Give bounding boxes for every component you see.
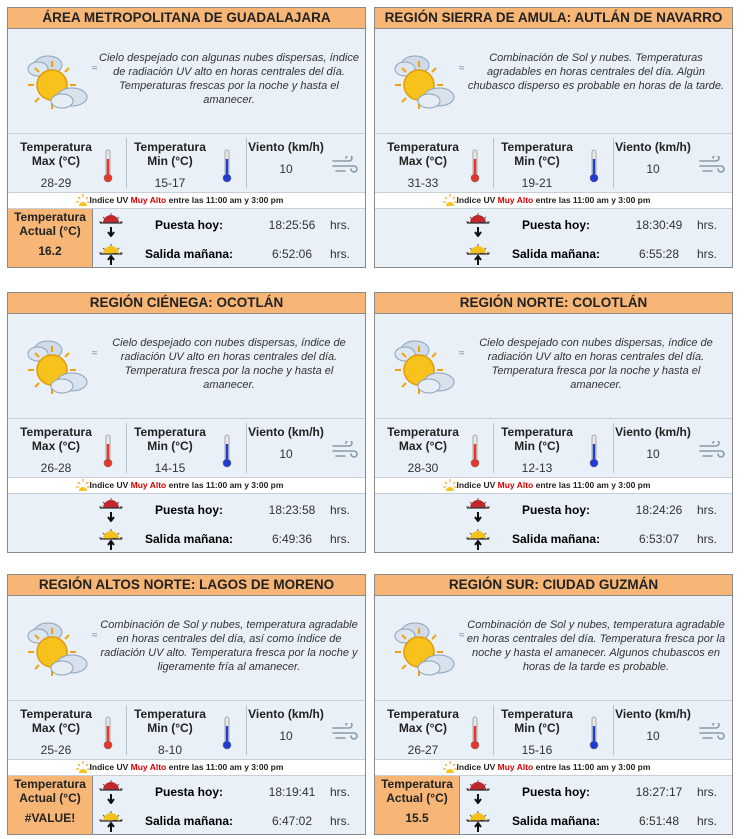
- region-title: REGIÓN SIERRA DE AMULA: AUTLÁN DE NAVARRO: [375, 8, 732, 29]
- sunset-unit: hrs.: [697, 503, 718, 517]
- sunrise-icon: [98, 240, 124, 266]
- thermometer-cold-icon: [589, 434, 599, 468]
- current-temp-value: 16.2: [38, 244, 62, 258]
- temp-max-value: 28-29: [40, 176, 72, 190]
- sunrise-time: 6:52:06: [271, 247, 313, 261]
- sunset-time: 18:24:26: [635, 503, 683, 517]
- uv-sun-icon: [76, 479, 90, 492]
- uv-level: Muy Alto: [497, 195, 534, 205]
- temp-max-stat: [375, 701, 471, 759]
- uv-level: Muy Alto: [130, 195, 167, 205]
- temp-max-label: Temperatura Max (°C): [20, 707, 92, 735]
- wind-label: Viento (km/h): [248, 425, 324, 439]
- temp-min-label: Temperatura Min (°C): [134, 140, 206, 168]
- wind-gust-icon: ≈: [92, 63, 98, 74]
- region-card: [374, 574, 733, 835]
- stats-row: [8, 133, 365, 192]
- temp-min-stat: [126, 134, 214, 192]
- sun-clouds-icon: [14, 618, 94, 682]
- sunset-icon: [465, 496, 491, 522]
- region-title: REGIÓN SUR: CIUDAD GUZMÁN: [375, 575, 732, 596]
- uv-level: Muy Alto: [130, 480, 167, 490]
- sunrise-icon: [465, 525, 491, 551]
- wind-gust-icon: ≈: [459, 630, 465, 641]
- wind-icon: [332, 441, 358, 459]
- uv-level: Muy Alto: [497, 762, 534, 772]
- sun-clouds-icon: [14, 336, 94, 400]
- sunrise-label: Salida mañana:: [144, 532, 234, 546]
- sunset-icon: [98, 211, 124, 237]
- uv-index-row: [375, 759, 732, 776]
- region-card: [374, 7, 733, 268]
- sun-times-section: [375, 776, 732, 834]
- uv-suffix: entre las 11:00 am y 3:00 pm: [535, 480, 651, 490]
- uv-suffix: entre las 11:00 am y 3:00 pm: [168, 195, 284, 205]
- temp-min-value: 19-21: [521, 176, 553, 190]
- sunrise-unit: hrs.: [330, 814, 351, 828]
- wind-icon: [332, 156, 358, 174]
- temp-max-label: Temperatura Max (°C): [20, 425, 92, 453]
- temp-min-value: 15-17: [154, 176, 186, 190]
- temp-max-value: 28-30: [407, 461, 439, 475]
- sunrise-label: Salida mañana:: [511, 814, 601, 828]
- wind-stat: [246, 701, 326, 759]
- temp-min-label: Temperatura Min (°C): [501, 425, 573, 453]
- region-card: [374, 292, 733, 553]
- wind-label: Viento (km/h): [615, 140, 691, 154]
- uv-index-row: [8, 192, 365, 209]
- wind-stat: [246, 134, 326, 192]
- uv-sun-icon: [443, 194, 457, 207]
- uv-sun-icon: [76, 761, 90, 774]
- temp-max-value: 26-27: [407, 743, 439, 757]
- sun-clouds-icon: [381, 336, 461, 400]
- uv-level: Muy Alto: [130, 762, 167, 772]
- uv-prefix: Indice UV: [456, 195, 496, 205]
- sunset-label: Puesta hoy:: [154, 785, 223, 799]
- wind-stat: [613, 701, 693, 759]
- current-temp-value: 15.5: [405, 811, 429, 825]
- wind-gust-icon: ≈: [92, 630, 98, 641]
- forecast-description: Cielo despejado con nubes dispersas, índice de radiación UV alto en horas centrales del día. Temperatura fresca por la noche y hasta el amanecer.: [112, 337, 346, 391]
- stats-row: [375, 133, 732, 192]
- sunrise-time: 6:49:36: [271, 532, 313, 546]
- uv-suffix: entre las 11:00 am y 3:00 pm: [535, 762, 651, 772]
- sunset-unit: hrs.: [697, 785, 718, 799]
- current-temp-value: #VALUE!: [24, 811, 76, 825]
- sun-times-section: [375, 494, 732, 552]
- region-title: ÁREA METROPOLITANA DE GUADALAJARA: [8, 8, 365, 29]
- uv-index-row: [8, 477, 365, 494]
- uv-sun-icon: [76, 194, 90, 207]
- current-temp-box: [8, 776, 93, 834]
- wind-stat: [613, 134, 693, 192]
- wind-icon: [699, 156, 725, 174]
- thermometer-hot-icon: [103, 434, 113, 468]
- temp-min-label: Temperatura Min (°C): [501, 140, 573, 168]
- temp-min-label: Temperatura Min (°C): [134, 707, 206, 735]
- temp-min-stat: [493, 134, 581, 192]
- current-temp-label: Temperatura Actual (°C): [14, 210, 86, 238]
- temp-max-stat: [8, 419, 104, 477]
- temp-min-label: Temperatura Min (°C): [134, 425, 206, 453]
- wind-value: 10: [646, 729, 660, 743]
- region-title: REGIÓN ALTOS NORTE: LAGOS DE MORENO: [8, 575, 365, 596]
- wind-value: 10: [279, 162, 293, 176]
- uv-prefix: Indice UV: [456, 762, 496, 772]
- temp-min-value: 12-13: [521, 461, 553, 475]
- temp-max-label: Temperatura Max (°C): [387, 140, 459, 168]
- sun-times-section: [8, 776, 365, 834]
- sunset-time: 18:23:58: [268, 503, 316, 517]
- uv-sun-icon: [443, 479, 457, 492]
- forecast-description: Combinación de Sol y nubes. Temperaturas agradables en horas centrales del día. Algún chubasco disperso es probable en horas de la tarde.: [467, 52, 725, 92]
- thermometer-hot-icon: [470, 716, 480, 750]
- uv-index-row: [375, 477, 732, 494]
- sunset-label: Puesta hoy:: [521, 218, 590, 232]
- current-temp-box: [375, 776, 460, 834]
- temp-max-label: Temperatura Max (°C): [387, 425, 459, 453]
- uv-index-row: [375, 192, 732, 209]
- wind-label: Viento (km/h): [615, 425, 691, 439]
- forecast-description: Cielo despejado con nubes dispersas, índice de radiación UV alto en horas centrales del día. Temperatura fresca por la noche y hasta el amanecer.: [479, 337, 713, 391]
- sunrise-icon: [98, 807, 124, 833]
- temp-max-stat: [375, 134, 471, 192]
- temp-min-stat: [126, 419, 214, 477]
- sunrise-time: 6:53:07: [638, 532, 680, 546]
- temp-max-stat: [375, 419, 471, 477]
- sunrise-icon: [465, 240, 491, 266]
- forecast-section: [8, 29, 365, 133]
- uv-suffix: entre las 11:00 am y 3:00 pm: [535, 195, 651, 205]
- sunrise-unit: hrs.: [697, 532, 718, 546]
- thermometer-hot-icon: [103, 716, 113, 750]
- temp-max-stat: [8, 134, 104, 192]
- wind-icon: [699, 441, 725, 459]
- uv-level: Muy Alto: [497, 480, 534, 490]
- sunset-label: Puesta hoy:: [154, 503, 223, 517]
- thermometer-cold-icon: [589, 716, 599, 750]
- sun-clouds-icon: [381, 618, 461, 682]
- temp-max-value: 31-33: [407, 176, 439, 190]
- sunrise-time: 6:51:48: [638, 814, 680, 828]
- forecast-description: Combinación de Sol y nubes, temperatura agradable en horas centrales del día. Temperatura fresca por la noche y hasta el amanecer. Algunos chubascos en horas de la tarde es probable.: [466, 619, 726, 673]
- region-card: [7, 574, 366, 835]
- temp-min-value: 15-16: [521, 743, 553, 757]
- sunrise-unit: hrs.: [330, 247, 351, 261]
- sunset-time: 18:25:56: [268, 218, 316, 232]
- sun-clouds-icon: [381, 51, 461, 115]
- sunrise-unit: hrs.: [697, 247, 718, 261]
- sunset-icon: [98, 496, 124, 522]
- wind-gust-icon: ≈: [459, 63, 465, 74]
- stats-row: [375, 418, 732, 477]
- current-temp-label: Temperatura Actual (°C): [381, 777, 453, 805]
- sunrise-unit: hrs.: [697, 814, 718, 828]
- uv-prefix: Indice UV: [456, 480, 496, 490]
- wind-value: 10: [279, 729, 293, 743]
- temp-max-value: 25-26: [40, 743, 72, 757]
- wind-value: 10: [646, 447, 660, 461]
- sunrise-icon: [465, 807, 491, 833]
- sunset-label: Puesta hoy:: [521, 785, 590, 799]
- wind-value: 10: [646, 162, 660, 176]
- sunrise-label: Salida mañana:: [511, 247, 601, 261]
- sunset-unit: hrs.: [330, 785, 351, 799]
- wind-stat: [613, 419, 693, 477]
- sun-times-section: [375, 209, 732, 267]
- wind-label: Viento (km/h): [248, 140, 324, 154]
- wind-gust-icon: ≈: [459, 348, 465, 359]
- uv-suffix: entre las 11:00 am y 3:00 pm: [168, 480, 284, 490]
- region-card: [7, 292, 366, 553]
- uv-index-row: [8, 759, 365, 776]
- uv-suffix: entre las 11:00 am y 3:00 pm: [168, 762, 284, 772]
- thermometer-cold-icon: [222, 434, 232, 468]
- region-title: REGIÓN CIÉNEGA: OCOTLÁN: [8, 293, 365, 314]
- stats-row: [8, 418, 365, 477]
- sunset-time: 18:27:17: [635, 785, 683, 799]
- temp-max-label: Temperatura Max (°C): [20, 140, 92, 168]
- temp-min-label: Temperatura Min (°C): [501, 707, 573, 735]
- thermometer-hot-icon: [470, 434, 480, 468]
- wind-icon: [699, 723, 725, 741]
- wind-stat: [246, 419, 326, 477]
- current-temp-label: Temperatura Actual (°C): [14, 777, 86, 805]
- forecast-section: [375, 29, 732, 133]
- region-title: REGIÓN NORTE: COLOTLÁN: [375, 293, 732, 314]
- sunset-icon: [465, 778, 491, 804]
- wind-gust-icon: ≈: [92, 348, 98, 359]
- uv-prefix: Indice UV: [89, 195, 129, 205]
- sunrise-label: Salida mañana:: [144, 247, 234, 261]
- current-temp-box: [8, 209, 93, 267]
- forecast-section: [375, 314, 732, 418]
- sunset-time: 18:30:49: [635, 218, 683, 232]
- wind-value: 10: [279, 447, 293, 461]
- sunset-unit: hrs.: [697, 218, 718, 232]
- sun-times-section: [8, 209, 365, 267]
- sunset-time: 18:19:41: [268, 785, 316, 799]
- region-card: [7, 7, 366, 268]
- thermometer-cold-icon: [589, 149, 599, 183]
- sunset-unit: hrs.: [330, 218, 351, 232]
- stats-row: [8, 700, 365, 759]
- temp-min-value: 14-15: [154, 461, 186, 475]
- temp-max-value: 26-28: [40, 461, 72, 475]
- sunset-icon: [98, 778, 124, 804]
- forecast-description: Combinación de Sol y nubes, temperatura agradable en horas centrales del día, así como índice de radiación UV alto. Temperatura fresca por la noche y ligeramente fría al amanecer.: [100, 619, 358, 673]
- sunrise-time: 6:47:02: [271, 814, 313, 828]
- forecast-section: [8, 596, 365, 700]
- sunrise-unit: hrs.: [330, 532, 351, 546]
- uv-prefix: Indice UV: [89, 480, 129, 490]
- sun-clouds-icon: [14, 51, 94, 115]
- wind-icon: [332, 723, 358, 741]
- stats-row: [375, 700, 732, 759]
- sunset-label: Puesta hoy:: [521, 503, 590, 517]
- forecast-description: Cielo despejado con algunas nubes dispersas, índice de radiación UV alto en horas centrales del día. Temperaturas frescas por la noche y hasta el amanecer.: [99, 52, 359, 106]
- sunrise-label: Salida mañana:: [511, 532, 601, 546]
- uv-sun-icon: [443, 761, 457, 774]
- thermometer-cold-icon: [222, 716, 232, 750]
- thermometer-cold-icon: [222, 149, 232, 183]
- sunset-label: Puesta hoy:: [154, 218, 223, 232]
- thermometer-hot-icon: [470, 149, 480, 183]
- sun-times-section: [8, 494, 365, 552]
- temp-min-stat: [126, 701, 214, 759]
- forecast-section: [8, 314, 365, 418]
- sunrise-label: Salida mañana:: [144, 814, 234, 828]
- temp-max-label: Temperatura Max (°C): [387, 707, 459, 735]
- temp-min-stat: [493, 419, 581, 477]
- uv-prefix: Indice UV: [89, 762, 129, 772]
- temp-min-value: 8-10: [157, 743, 183, 757]
- thermometer-hot-icon: [103, 149, 113, 183]
- sunrise-icon: [98, 525, 124, 551]
- temp-min-stat: [493, 701, 581, 759]
- sunrise-time: 6:55:28: [638, 247, 680, 261]
- wind-label: Viento (km/h): [615, 707, 691, 721]
- temp-max-stat: [8, 701, 104, 759]
- forecast-section: [375, 596, 732, 700]
- wind-label: Viento (km/h): [248, 707, 324, 721]
- sunset-unit: hrs.: [330, 503, 351, 517]
- sunset-icon: [465, 211, 491, 237]
